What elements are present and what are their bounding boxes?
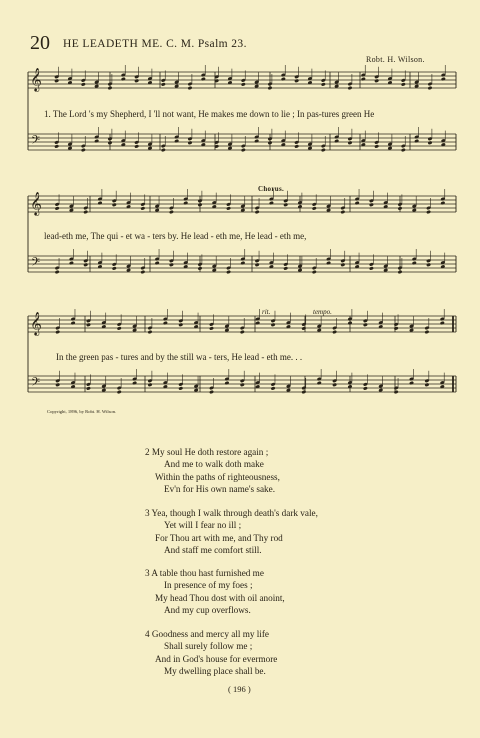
note-head <box>148 330 153 334</box>
verse-line: And staff me comfort still. <box>164 544 262 555</box>
note-head <box>426 210 431 214</box>
note-head <box>174 139 179 143</box>
note-head <box>394 390 399 394</box>
note-head <box>412 261 417 265</box>
note-head <box>108 141 113 145</box>
note-head <box>163 321 168 325</box>
note-head <box>209 390 214 394</box>
note-head <box>55 206 60 210</box>
verse-line: For Thou art with me, and Thy rod <box>155 532 283 543</box>
note-head <box>441 77 446 81</box>
verse-line: In presence of my foes ; <box>164 580 253 591</box>
note-head <box>255 321 260 325</box>
verse-line: And me to walk doth make <box>164 459 264 470</box>
note-head <box>326 261 331 265</box>
note-head <box>271 323 276 327</box>
verse-line: Shall surely follow me ; <box>164 641 253 652</box>
note-head <box>69 261 74 265</box>
note-head <box>361 77 366 81</box>
bass-clef-icon: 𝄢 <box>31 256 41 272</box>
note-head <box>155 261 160 265</box>
note-head <box>254 139 259 143</box>
note-head <box>426 263 431 267</box>
note-head <box>54 144 59 148</box>
hymn-title: HE LEADETH ME. C. M. Psalm 23. <box>63 38 247 50</box>
note-head <box>398 206 403 210</box>
note-head <box>81 148 86 152</box>
note-head <box>401 82 406 86</box>
note-head <box>148 383 153 387</box>
note-head <box>54 79 59 83</box>
note-head <box>255 210 260 214</box>
note-head <box>226 270 231 274</box>
note-head <box>134 144 139 148</box>
note-head <box>121 77 126 81</box>
note-head <box>83 263 88 267</box>
treble-clef-icon: 𝄞 <box>30 67 42 91</box>
verse-line: 3 Yea, though I walk through death's dark vale, <box>145 508 318 518</box>
note-head <box>369 203 374 207</box>
verse-line: 2 My soul He doth restore again ; <box>145 447 269 457</box>
note-head <box>140 270 145 274</box>
note-head <box>178 323 183 327</box>
note-head <box>188 141 193 145</box>
note-head <box>201 77 206 81</box>
note-head <box>140 206 145 210</box>
note-head <box>301 390 306 394</box>
note-head <box>117 390 122 394</box>
note-head <box>268 141 273 145</box>
verse-line: 4 Goodness and mercy all my life <box>145 629 269 639</box>
note-head <box>340 210 345 214</box>
note-head <box>112 266 117 270</box>
hymn-number: 20 <box>30 32 50 54</box>
note-head <box>108 86 113 90</box>
note-head <box>332 330 337 334</box>
note-head <box>198 266 203 270</box>
verse-line: And my cup overflows. <box>164 604 251 615</box>
note-head <box>71 321 76 325</box>
note-head <box>161 148 166 152</box>
note-head <box>409 381 414 385</box>
lyrics-system-3: In the green pas - tures and by the still wa - ters, He lead - eth me. . . <box>56 352 303 362</box>
note-head <box>240 261 245 265</box>
note-head <box>348 321 353 325</box>
note-head <box>363 386 368 390</box>
note-head <box>55 383 60 387</box>
note-head <box>83 210 88 214</box>
note-head <box>428 141 433 145</box>
note-head <box>424 383 429 387</box>
note-head <box>312 270 317 274</box>
verse-4 <box>145 567 285 616</box>
note-head <box>161 82 166 86</box>
note-head <box>301 326 306 330</box>
treble-clef-icon: 𝄞 <box>30 311 42 335</box>
verse-line: Ev'n for His own name's sake. <box>164 483 275 494</box>
note-head <box>401 148 406 152</box>
note-head <box>188 86 193 90</box>
note-head <box>317 381 322 385</box>
note-head <box>281 77 286 81</box>
bass-clef-icon: 𝄢 <box>31 376 41 392</box>
note-head <box>98 201 103 205</box>
note-head <box>428 86 433 90</box>
note-head <box>294 144 299 148</box>
verse-line: Within the paths of righteousness, <box>155 471 280 482</box>
note-head <box>312 206 317 210</box>
verse-5 <box>145 628 277 677</box>
note-head <box>424 330 429 334</box>
note-head <box>348 86 353 90</box>
note-head <box>183 201 188 205</box>
verse-line: And in God's house for evermore <box>155 653 278 664</box>
verse-2 <box>145 446 280 495</box>
note-head <box>55 330 60 334</box>
note-head <box>226 206 231 210</box>
note-head <box>394 326 399 330</box>
verse-line: Yet will I fear no ill ; <box>164 520 242 531</box>
note-head <box>321 148 326 152</box>
verse-line: My head Thou dost with oil anoint, <box>155 592 285 603</box>
chorus-label: Chorus. <box>258 185 285 193</box>
note-head <box>86 386 91 390</box>
note-head <box>112 203 117 207</box>
note-head <box>81 82 86 86</box>
note-head <box>374 144 379 148</box>
note-head <box>169 263 174 267</box>
note-head <box>348 141 353 145</box>
verse-line: 3 A table thou hast furnished me <box>145 568 264 578</box>
note-head <box>86 323 91 327</box>
note-head <box>398 270 403 274</box>
note-head <box>363 323 368 327</box>
rit-marking: rit. <box>262 308 271 316</box>
note-head <box>241 148 246 152</box>
bass-clef-icon: 𝄢 <box>31 134 41 150</box>
note-head <box>94 139 99 143</box>
note-head <box>268 86 273 90</box>
note-head <box>169 210 174 214</box>
note-head <box>414 139 419 143</box>
note-head <box>340 263 345 267</box>
treble-clef-icon: 𝄞 <box>30 191 42 215</box>
note-head <box>283 266 288 270</box>
lyrics-system-1: 1. The Lord 's my Shepherd, I 'll not want, He makes me down to lie ; In pas-tures green He <box>44 109 375 119</box>
note-head <box>334 139 339 143</box>
note-head <box>224 381 229 385</box>
copyright-notice: Copyright, 1896, by Robt. H. Wilson. <box>47 409 117 414</box>
note-head <box>241 82 246 86</box>
note-head <box>332 383 337 387</box>
note-head <box>178 386 183 390</box>
note-head <box>269 201 274 205</box>
note-head <box>369 266 374 270</box>
verse-3 <box>145 507 318 556</box>
note-head <box>374 79 379 83</box>
page-number: ( 196 ) <box>228 684 251 694</box>
note-head <box>440 321 445 325</box>
note-head <box>55 270 60 274</box>
note-head <box>321 82 326 86</box>
tempo-marking: tempo. <box>313 308 332 316</box>
note-head <box>271 386 276 390</box>
note-head <box>240 330 245 334</box>
note-head <box>198 203 203 207</box>
hymn-author: Robt. H. Wilson. <box>366 55 425 64</box>
lyrics-system-2: lead-eth me, The qui - et wa - ters by. He lead - eth me, He lead - eth me, <box>44 231 307 241</box>
note-head <box>255 263 260 267</box>
note-head <box>240 383 245 387</box>
note-head <box>117 326 122 330</box>
note-head <box>134 79 139 83</box>
note-head <box>283 203 288 207</box>
note-head <box>440 201 445 205</box>
note-head <box>294 79 299 83</box>
note-head <box>209 326 214 330</box>
note-head <box>132 381 137 385</box>
verse-line: My dwelling place shall be. <box>164 665 266 676</box>
note-head <box>355 201 360 205</box>
